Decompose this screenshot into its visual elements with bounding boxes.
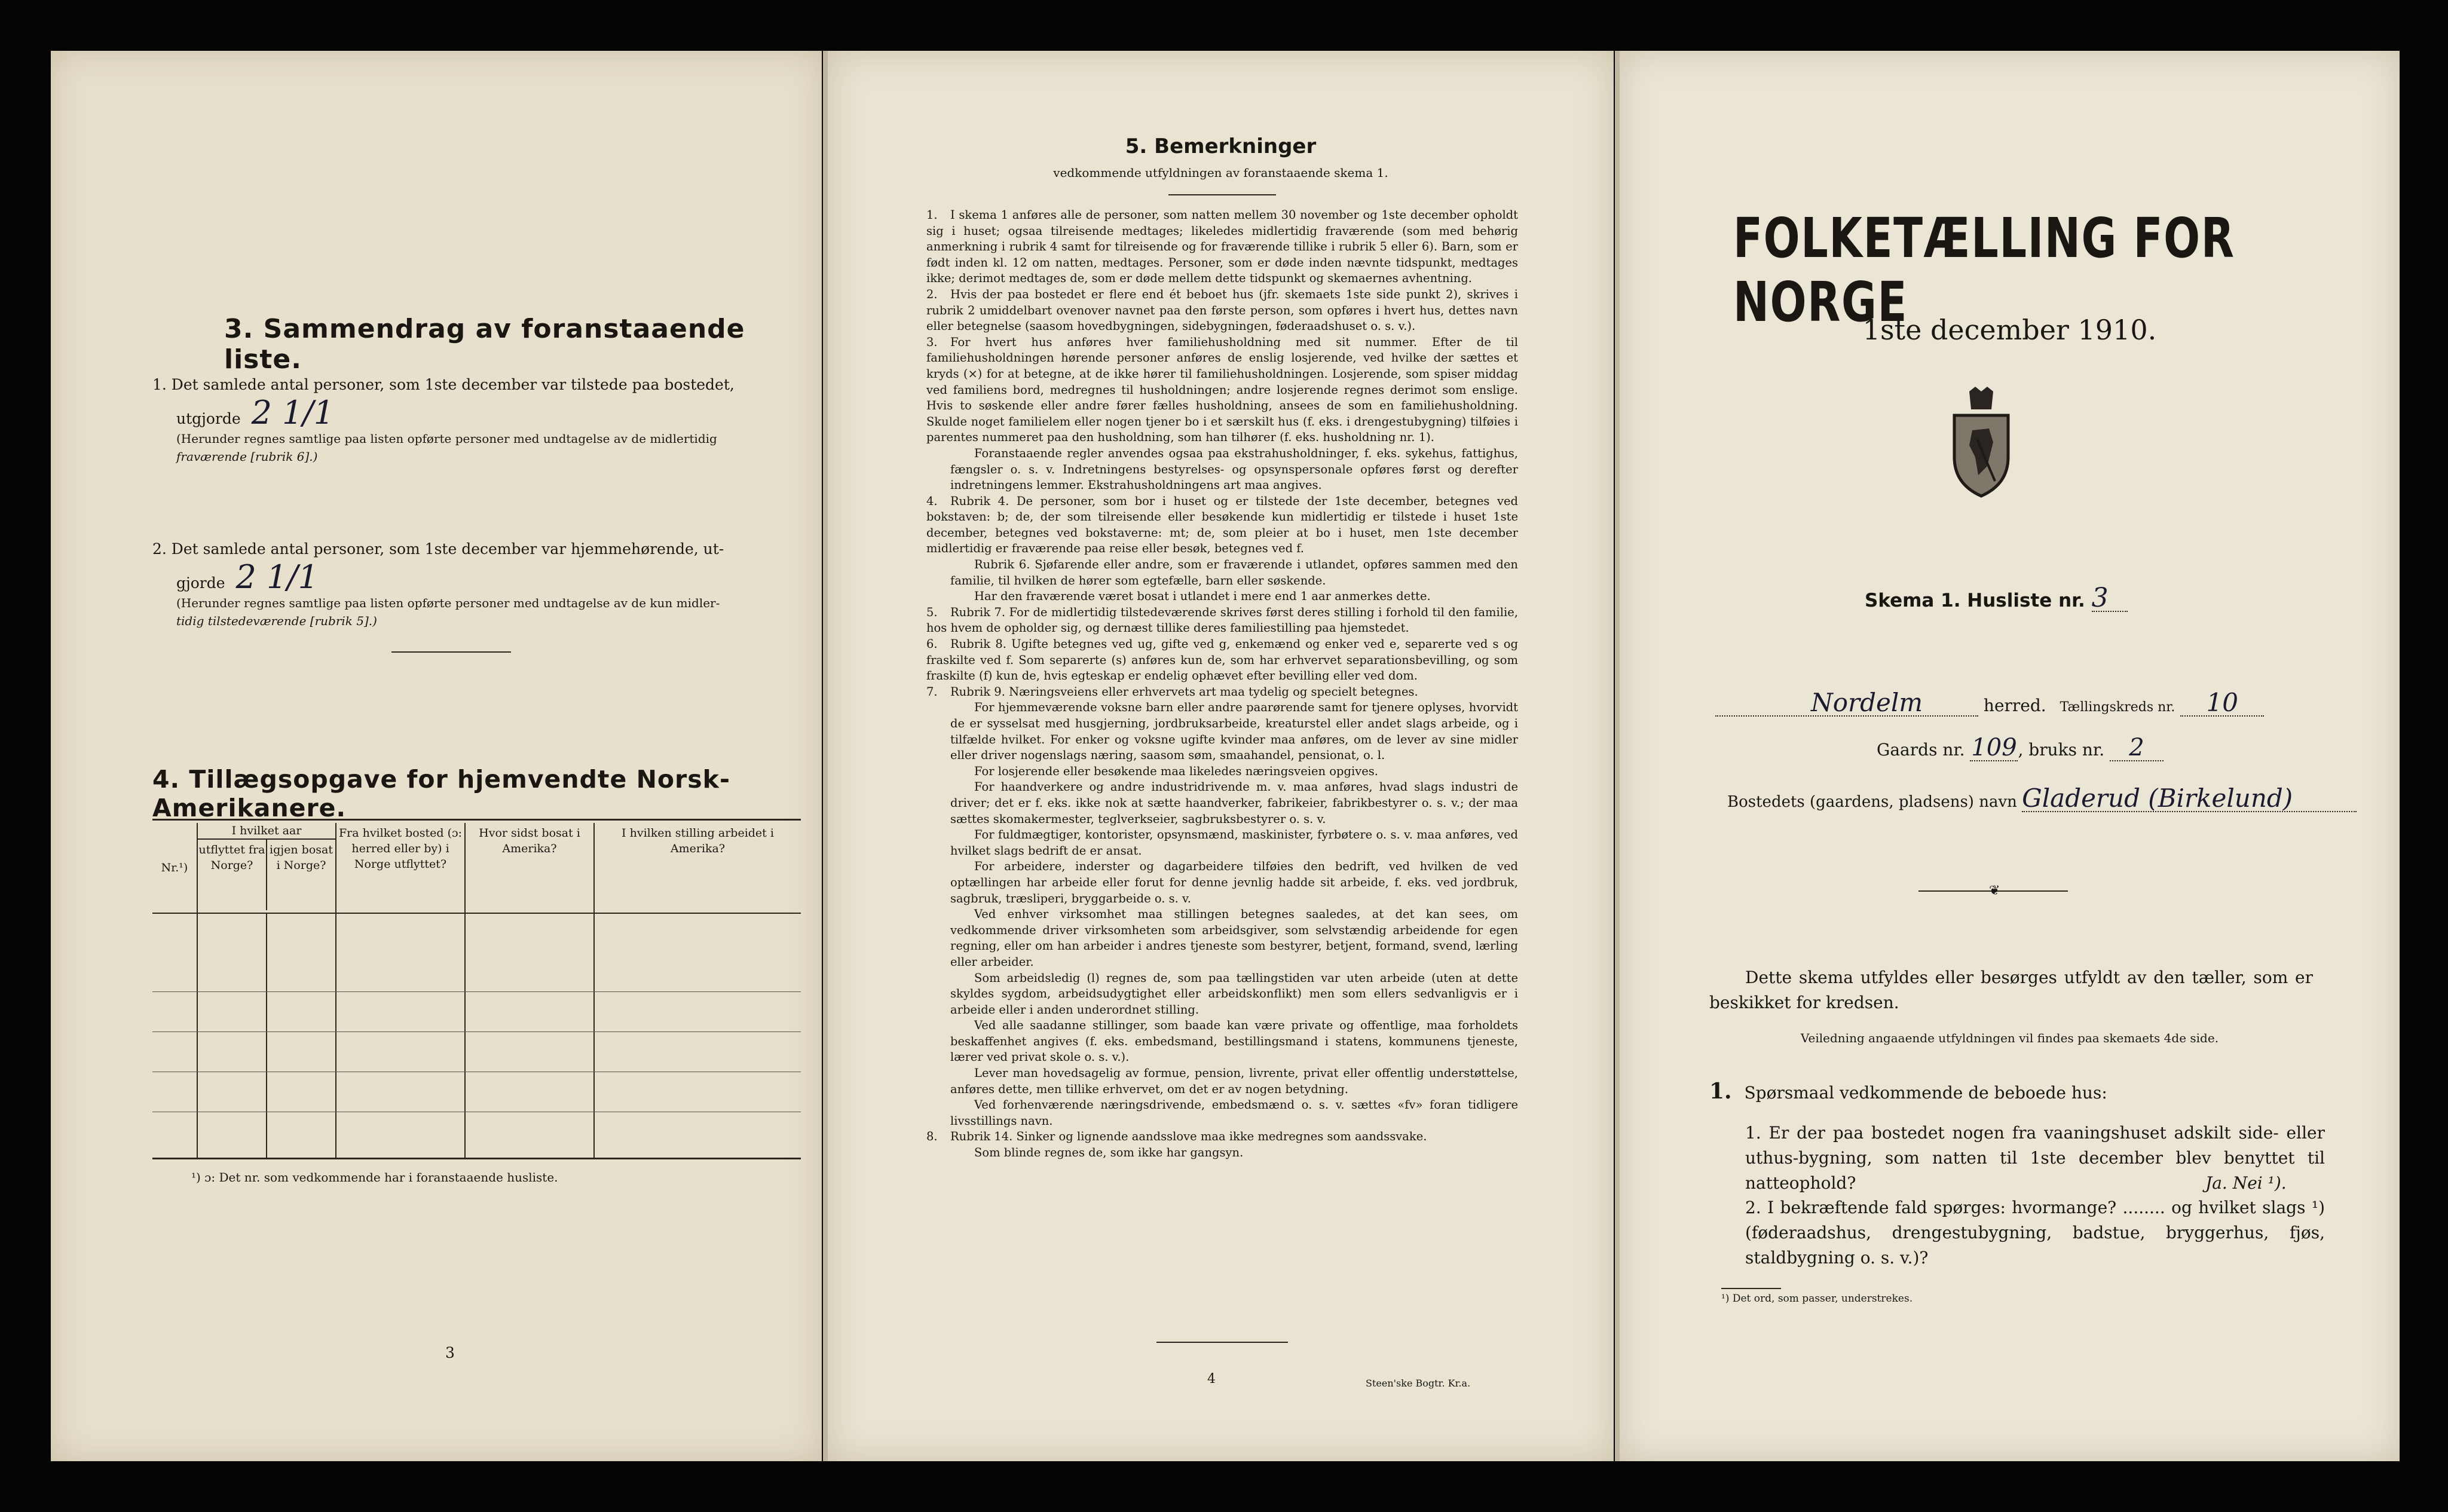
remark-paragraph: [926, 207, 1518, 287]
table-header-rule: [152, 913, 801, 914]
remark-text: For fuldmægtiger, kontorister, opsynsmænd, maskinister, fyrbøtere o. s. v. maa anføres, ved hvilket slags bedrift de er ansat.: [950, 828, 1518, 858]
remark-paragraph: [926, 335, 1518, 446]
bruks-field[interactable]: 2: [2110, 735, 2164, 761]
col-from-where: Fra hvilket bosted (ɔ: herred eller by) i Norge utflyttet?: [336, 823, 465, 913]
page-3: [51, 51, 822, 1461]
skema-label: [1865, 583, 2128, 613]
remark-text: For hvert hus anføres hver familiehusholdning med sit nummer. Efter de til familiehusholdningen hørende personer anføres de enslig losjerende, ved hvilke der sættes et kryds (×) for at betegne, at de ikke hører til familiehusholdningen. Losjerende, som spiser middag ved familiens bord, medregnes til husholdningen; andre losjerende regnes derimot som enslige. Hvis to søskende eller andre fører fælles husholdning, ansees de som en familiehusholdning. Skulde noget familielem eller nogen tjener bo i et særskilt hus (f. eks. i drengestubygning) tilføies i parentes nummeret paa den husholdning, som han tilhører (f. eks. husholdning nr. 1).: [926, 335, 1518, 445]
remark-number: 1.: [926, 208, 938, 222]
summary-item-1-text: 1. Det samlede antal personer, som 1ste december var tilstede paa bostedet,: [152, 376, 735, 393]
remark-text: Rubrik 6. Sjøfarende eller andre, som er fraværende i utlandet, opføres sammen med den familie, til hvilken de hører som egtefælle, barn eller søskende.: [950, 558, 1518, 587]
section-3-title: 3. Sammendrag av foranstaaende liste.: [224, 314, 745, 375]
remark-number: 7.: [926, 684, 938, 699]
remark-text: Som blinde regnes de, som ikke har gangsyn.: [974, 1146, 1244, 1160]
remark-text: For hjemmeværende voksne barn eller andre paarørende samt for tjenere oplyses, hvorvidt de er sysselsat med husgjerning, jordbruksarbeide, kreaturstel eller andet slags arbeide, og i tilfælde hvilket. For enker og voksne ugifte kvinder maa anføres, om de lever av sine midler eller driver nogenslags næring, saasom søm, smaahandel, pensionat, o. l.: [950, 700, 1518, 763]
bruks-label: bruks nr.: [2028, 740, 2105, 760]
printer-mark: Steen'ske Bogtr. Kr.a.: [1366, 1378, 1471, 1389]
col-last-residence: Hvor sidst bosat i Amerika?: [465, 823, 594, 913]
remark-paragraph: [926, 636, 1518, 684]
remark-paragraph: [926, 494, 1518, 557]
table-bottom-rule: [152, 1158, 801, 1159]
husliste-nr[interactable]: 3: [2092, 586, 2128, 612]
remark-paragraph: [926, 971, 1518, 1018]
remark-paragraph: [926, 764, 1518, 780]
remark-paragraph: [926, 827, 1518, 859]
remarks-list: [926, 207, 1518, 1161]
remarks-title: 5. Bemerkninger: [1125, 134, 1317, 158]
remark-text: Rubrik 7. For de midlertidig tilstedeværende skrives først deres stilling i forhold til den familie, hos hvem de opholder sig, og dernæst tillike deres familiestilling paa hjemstedet.: [926, 605, 1518, 635]
summary-item-1-note-2: fraværende [rubrik 6].): [176, 449, 318, 464]
remark-text: Rubrik 14. Sinker og lignende aandsslove maa ikke medregnes som aandssvake.: [950, 1130, 1427, 1144]
page-4: [828, 51, 1614, 1461]
remark-text: Ved forhenværende næringsdrivende, embedsmænd o. s. v. sættes «fv» foran tidligere livsstillings navn.: [950, 1098, 1518, 1128]
col-occupation: I hvilken stilling arbeidet i Amerika?: [594, 823, 801, 913]
remarks-subtitle: vedkommende utfyldningen av foranstaaende skema 1.: [1053, 166, 1388, 180]
remark-text: Rubrik 9. Næringsveiens eller erhvervets art maa tydelig og specielt betegnes.: [950, 684, 1418, 699]
summary-item-1-note: (Herunder regnes samtlige paa listen opførte personer med undtagelse av de midlertidig: [176, 431, 717, 446]
fold-line: [1615, 51, 1620, 1461]
remark-text: Som arbeidsledig (l) regnes de, som paa tællingstiden var uten arbeide (uten at dette skyldes sygdom, arbeidsudygtighet eller arbeidskonflikt) men som ellers sedvanligvis er i arbeide eller i anden underordnet stilling.: [950, 971, 1518, 1017]
skema-label-text: Skema 1. Husliste nr.: [1865, 590, 2085, 611]
remark-number: 3.: [926, 335, 938, 349]
questions-title: [1709, 1079, 2107, 1106]
remark-paragraph: [926, 557, 1518, 589]
divider: [391, 651, 511, 653]
table-top-rule: [152, 819, 801, 821]
page-number: 4: [1207, 1372, 1216, 1386]
ornament-icon: ❦: [1989, 883, 2000, 898]
question-2: 2. I bekræftende fald spørges: hvormange? ........ og hvilket slags ¹) (føderaadshus, drengestubygning, badstue, bryggerhus, fjøs, staldbygning o. s. v.)?: [1745, 1198, 2325, 1268]
page-number: 3: [445, 1344, 455, 1361]
remark-text: Ved enhver virksomhet maa stillingen betegnes saaledes, at det kan sees, om vedkommende driver virksomheten som arbeidsgiver, som selvstændig arbeidende for egen regning, eller om han arbeider i andres tjeneste som bestyrer, betjent, formand, svend, lærling eller arbeider.: [950, 907, 1518, 969]
summary-item-2-value: 2 1/1: [235, 558, 319, 596]
bosted-label: Bostedets (gaardens, pladsens) navn: [1727, 793, 2017, 811]
remark-paragraph: [926, 1129, 1518, 1145]
col-nr: Nr.¹): [161, 861, 188, 874]
remark-number: 2.: [926, 287, 938, 301]
gaards-label: Gaards nr.: [1877, 740, 1965, 760]
remark-paragraph: [926, 859, 1518, 907]
table-row-lines: [152, 952, 801, 1119]
divider: [1156, 1342, 1288, 1343]
herred-row: [1715, 690, 2373, 720]
question-1-answer[interactable]: Ja. Nei ¹).: [2205, 1173, 2287, 1193]
remark-paragraph: [926, 1097, 1518, 1129]
summary-item-1-label: utgjorde: [176, 410, 241, 427]
remark-text: Foranstaaende regler anvendes ogsaa paa ekstrahusholdninger, f. eks. sykehus, fattighus, fængsler o. s. v. Indretningens bestyrelses- og opsynspersonale opføres først og derefter indretningens lemmer. Ekstrahusholdningens art maa angives.: [950, 446, 1518, 492]
remark-text: Hvis der paa bostedet er flere end ét beboet hus (jfr. skemaets 1ste side punkt 2), skrives i rubrik 2 umiddelbart ovenover navnet paa den første person, som opføres i hvert hus, dettes navn eller betegnelse (saasom hovedbygningen, sidebygningen, føderaadshuset o. s. v.).: [926, 287, 1518, 333]
census-title: FOLKETÆLLING FOR NORGE: [1733, 206, 2235, 334]
remark-text: Rubrik 4. De personer, som bor i huset og er tilstede der 1ste december, betegnes ved bokstaven: b; de, der som tilreisende eller besøkende kun midlertidig er tilstede i huset 1ste december, betegnes ved bokstaverne: mt; de, som pleier at bo i huset, men 1ste december midlertidig er fraværende paa reise eller besøk, betegnes ved f.: [926, 494, 1518, 556]
remark-number: 4.: [926, 494, 938, 508]
bosted-row: [1727, 783, 2357, 815]
page-footnote: ¹) Det ord, som passer, understrekes.: [1721, 1293, 1913, 1305]
remark-paragraph: [926, 589, 1518, 605]
kreds-field[interactable]: 10: [2180, 690, 2264, 717]
remark-paragraph: [926, 287, 1518, 335]
summary-item-2-text: 2. Det samlede antal personer, som 1ste december var hjemmehørende, ut-: [152, 540, 724, 558]
gaards-row: Gaards nr. 109, bruks nr. 2: [1877, 735, 2164, 763]
herred-field[interactable]: Nordelm: [1715, 690, 1978, 717]
table-footnote: ¹) ɔ: Det nr. som vedkommende har i foranstaaende husliste.: [191, 1170, 558, 1184]
page-1: [1620, 51, 2400, 1461]
summary-item-2-note-2: tidig tilstedeværende [rubrik 5].): [176, 614, 377, 628]
remark-text: I skema 1 anføres alle de personer, som natten mellem 30 november og 1ste december opholdt sig i huset; ogsaa tilreisende medtages; likeledes midlertidig fraværende (som med behørig anmerkning i rubrik 4 samt for tilreisende og for fraværende tillike i rubrik 5 eller 6). Barn, som er født inden kl. 12 om natten, medtages. Personer, som er døde inden nævnte tidspunkt, medtages ikke; derimot medtages de, som er døde mellem dette tidspunkt og skemaernes avhentning.: [926, 208, 1518, 286]
summary-item-2: [152, 538, 804, 630]
summary-item-2-note: (Herunder regnes samtlige paa listen opførte personer med undtagelse av de kun midler-: [176, 596, 720, 610]
census-date: 1ste december 1910.: [1862, 314, 2157, 346]
remark-text: Rubrik 8. Ugifte betegnes ved ug, gifte ved g, enkemænd og enker ved e, separerte ved s og fraskilte ved f. Som separerte (s) anføres kun de, som har erhvervet separationsbevilling, og som fraskilte (f) kun de, hvis egteskap er endelig ophævet efter bevilling eller ved dom.: [926, 637, 1518, 683]
questions-title-text: Spørsmaal vedkommende de beboede hus:: [1744, 1083, 2107, 1103]
remark-paragraph: [926, 605, 1518, 636]
bosted-field[interactable]: Gladerud (Birkelund): [2022, 786, 2357, 812]
norwegian-coat-of-arms-icon: [1942, 385, 2020, 499]
remark-paragraph: [926, 684, 1518, 700]
divider: [1168, 194, 1276, 195]
col-year-group: [197, 823, 336, 913]
intro-text: Dette skema utfyldes eller besørges utfyldt av den tæller, som er beskikket for kredsen.: [1709, 968, 2313, 1012]
remark-text: For arbeidere, inderster og dagarbeidere tilføies den bedrift, ved hvilken de ved optællingen har arbeide eller forut for denne jevnlig hadde sit arbeide, f. eks. ved jordbruk, sagbruk, træsliperi, bryggarbeide o. s. v.: [950, 859, 1518, 905]
col-emigrated: utflyttet fra Norge?: [198, 840, 267, 910]
remark-text: For losjerende eller besøkende maa likeledes næringsveien opgives.: [974, 764, 1378, 778]
section-4-title: 4. Tillægsopgave for hjemvendte Norsk-Amerikanere.: [152, 765, 730, 822]
remark-number: 5.: [926, 605, 938, 619]
remark-paragraph: [926, 907, 1518, 970]
remark-text: Lever man hovedsagelig av formue, pension, livrente, privat eller offentlig understøttelse, anføres dette, men tillike erhvervet, om det er av nogen betydning.: [950, 1066, 1518, 1096]
divider: [1721, 1288, 1781, 1289]
kreds-label: Tællingskreds nr.: [2060, 700, 2175, 715]
fold-line: [823, 51, 828, 1461]
summary-item-1-value: 2 1/1: [251, 394, 335, 431]
summary-item-2-label: gjorde: [176, 574, 225, 592]
intro-note: Veiledning angaaende utfyldningen vil findes paa skemaets 4de side.: [1800, 1031, 2219, 1045]
remark-paragraph: [926, 700, 1518, 763]
questions-title-num: 1.: [1709, 1079, 1732, 1104]
year-group-header: I hvilket aar: [198, 823, 335, 840]
herred-label: herred.: [1983, 696, 2046, 715]
remark-paragraph: [926, 1145, 1518, 1161]
gaards-field[interactable]: 109: [1971, 734, 2017, 761]
col-returned: igjen bosat i Norge?: [270, 843, 333, 872]
remark-number: 6.: [926, 637, 938, 651]
remark-paragraph: [926, 1018, 1518, 1066]
remark-text: For haandverkere og andre industridrivende m. v. maa anføres, hvad slags industri de driver; det er f. eks. ikke nok at sætte haandverker, fabrikeier, fabrikbestyrer o. s. v.; der maa sættes skomakermester, teglverkseier, sagbruksbestyrer o. s. v.: [950, 780, 1518, 826]
remark-paragraph: [926, 1066, 1518, 1097]
question-1: 1. Er der paa bostedet nogen fra vaaningshuset adskilt side- eller uthus-bygning, som natten til 1ste december blev benyttet til natteophold?: [1745, 1123, 2325, 1193]
remark-paragraph: [926, 779, 1518, 827]
summary-item-1: [152, 374, 804, 466]
remark-text: Ved alle saadanne stillinger, som baade kan være private og offentlige, maa forholdets beskaffenhet angives (f. eks. embedsmand, bestillingsmand i statens, kommunens tjeneste, lærer ved privat skole o. s. v.).: [950, 1018, 1518, 1064]
remark-paragraph: [926, 446, 1518, 494]
remark-text: Har den fraværende været bosat i utlandet i mere end 1 aar anmerkes dette.: [974, 589, 1431, 604]
remark-number: 8.: [926, 1130, 938, 1144]
